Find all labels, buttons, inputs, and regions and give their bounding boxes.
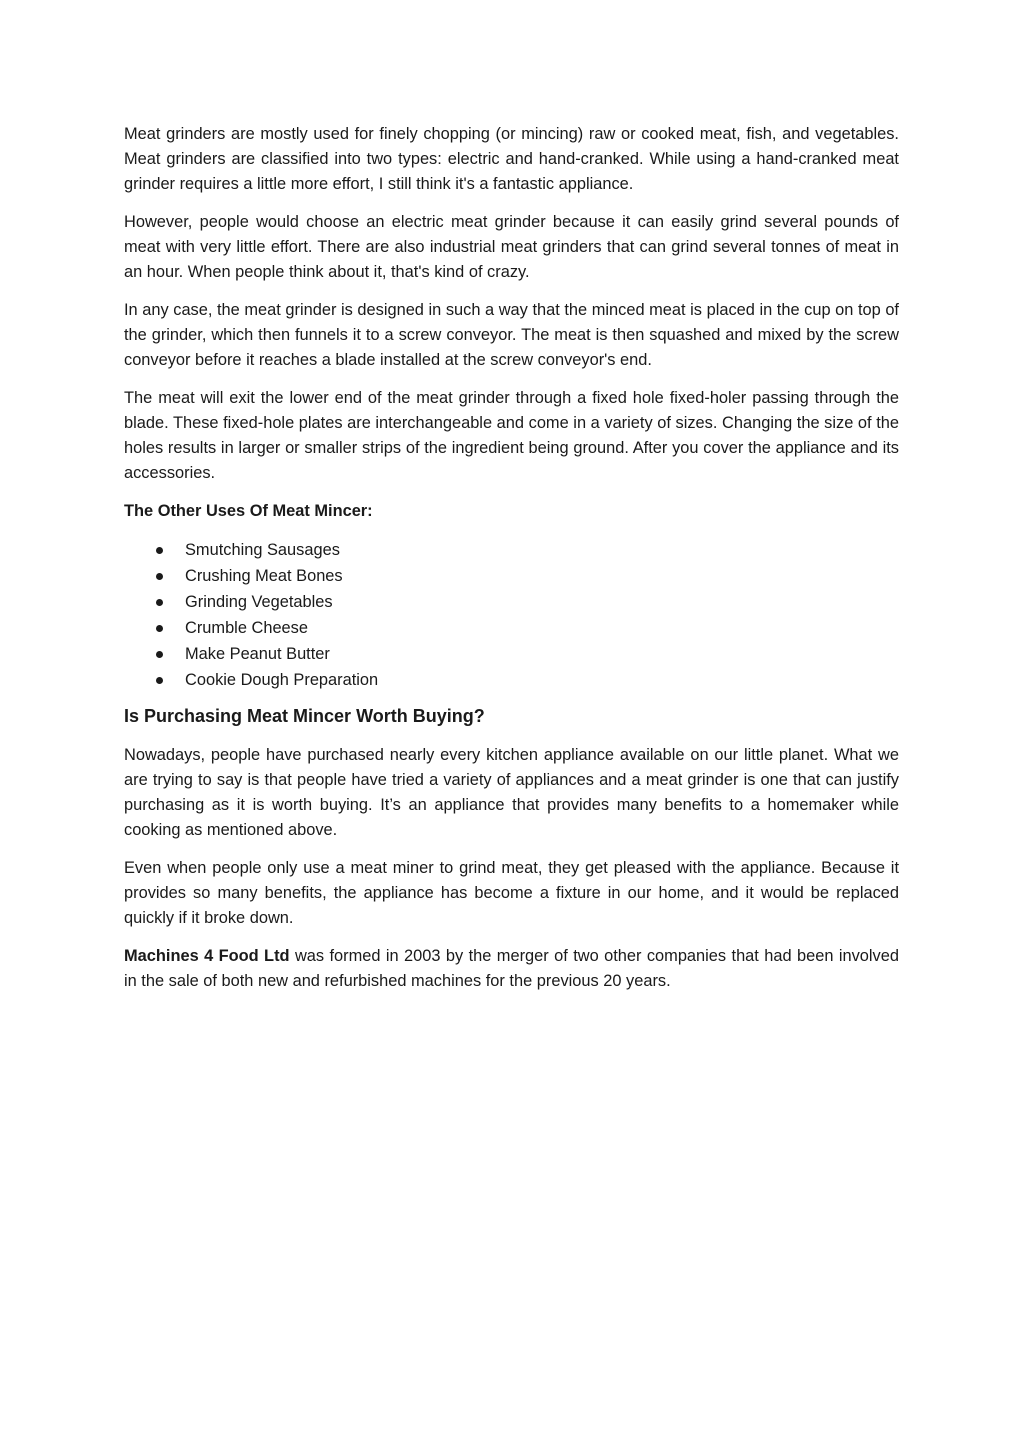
bullet-icon bbox=[156, 599, 163, 606]
closing-paragraph bbox=[124, 944, 899, 994]
list-item bbox=[124, 615, 899, 641]
intro-paragraph-3: In any case, the meat grinder is designed in such a way that the minced meat is placed in the cup on top of the grinder, which then funnels it to a screw conveyor. The meat is then squashed and mixed by the screw conveyor before it reaches a blade installed at the screw conveyor's end. bbox=[124, 301, 899, 369]
uses-heading: The Other Uses Of Meat Mincer: bbox=[124, 502, 373, 520]
intro-paragraph-1: Meat grinders are mostly used for finely chopping (or mincing) raw or cooked meat, fish, and vegetables. Meat grinders are classified into two types: electric and hand-cranked. While using a hand-cranked meat grinder requires a little more effort, I still think it's a fantastic appliance. bbox=[124, 125, 899, 193]
bullet-icon bbox=[156, 625, 163, 632]
list-item bbox=[124, 537, 899, 563]
worth-paragraph-2: Even when people only use a meat miner to grind meat, they get pleased with the appliance. Because it provides so many benefits, the appliance has become a fixture in our home, and it would be replaced quickly if it broke down. bbox=[124, 859, 899, 927]
section-heading: Is Purchasing Meat Mincer Worth Buying? bbox=[124, 706, 485, 726]
list-item bbox=[124, 641, 899, 667]
bullet-icon bbox=[156, 677, 163, 684]
list-item bbox=[124, 667, 899, 693]
list-item-label: Smutching Sausages bbox=[185, 541, 340, 559]
worth-paragraph-1: Nowadays, people have purchased nearly every kitchen appliance available on our little planet. What we are trying to say is that people have tried a variety of appliances and a meat grinder is one that can justify purchasing as it is worth buying. It’s an appliance that provides many benefits to a homemaker while cooking as mentioned above. bbox=[124, 746, 899, 839]
list-item bbox=[124, 589, 899, 615]
list-item bbox=[124, 563, 899, 589]
list-item-label: Make Peanut Butter bbox=[185, 645, 330, 663]
intro-paragraph-2: However, people would choose an electric meat grinder because it can easily grind several pounds of meat with very little effort. There are also industrial meat grinders that can grind several tonnes of meat in an hour. When people think about it, that's kind of crazy. bbox=[124, 213, 899, 281]
list-item-label: Grinding Vegetables bbox=[185, 593, 333, 611]
bullet-icon bbox=[156, 651, 163, 658]
intro-paragraph-4: The meat will exit the lower end of the meat grinder through a fixed hole fixed-holer passing through the blade. These fixed-hole plates are interchangeable and come in a variety of sizes. Changing the size of the holes results in larger or smaller strips of the ingredient being ground. After you cover the appliance and its accessories. bbox=[124, 389, 899, 482]
document-page bbox=[124, 122, 899, 1007]
brand-name: Machines 4 Food Ltd bbox=[124, 947, 290, 965]
list-item-label: Crumble Cheese bbox=[185, 619, 308, 637]
bullet-icon bbox=[156, 547, 163, 554]
uses-list bbox=[124, 537, 899, 693]
list-item-label: Crushing Meat Bones bbox=[185, 567, 343, 585]
bullet-icon bbox=[156, 573, 163, 580]
list-item-label: Cookie Dough Preparation bbox=[185, 671, 379, 689]
closing-text: was formed in 2003 by the merger of two other companies that had been involved in the sale of both new and refurbished machines for the previous 20 years. bbox=[124, 947, 899, 990]
